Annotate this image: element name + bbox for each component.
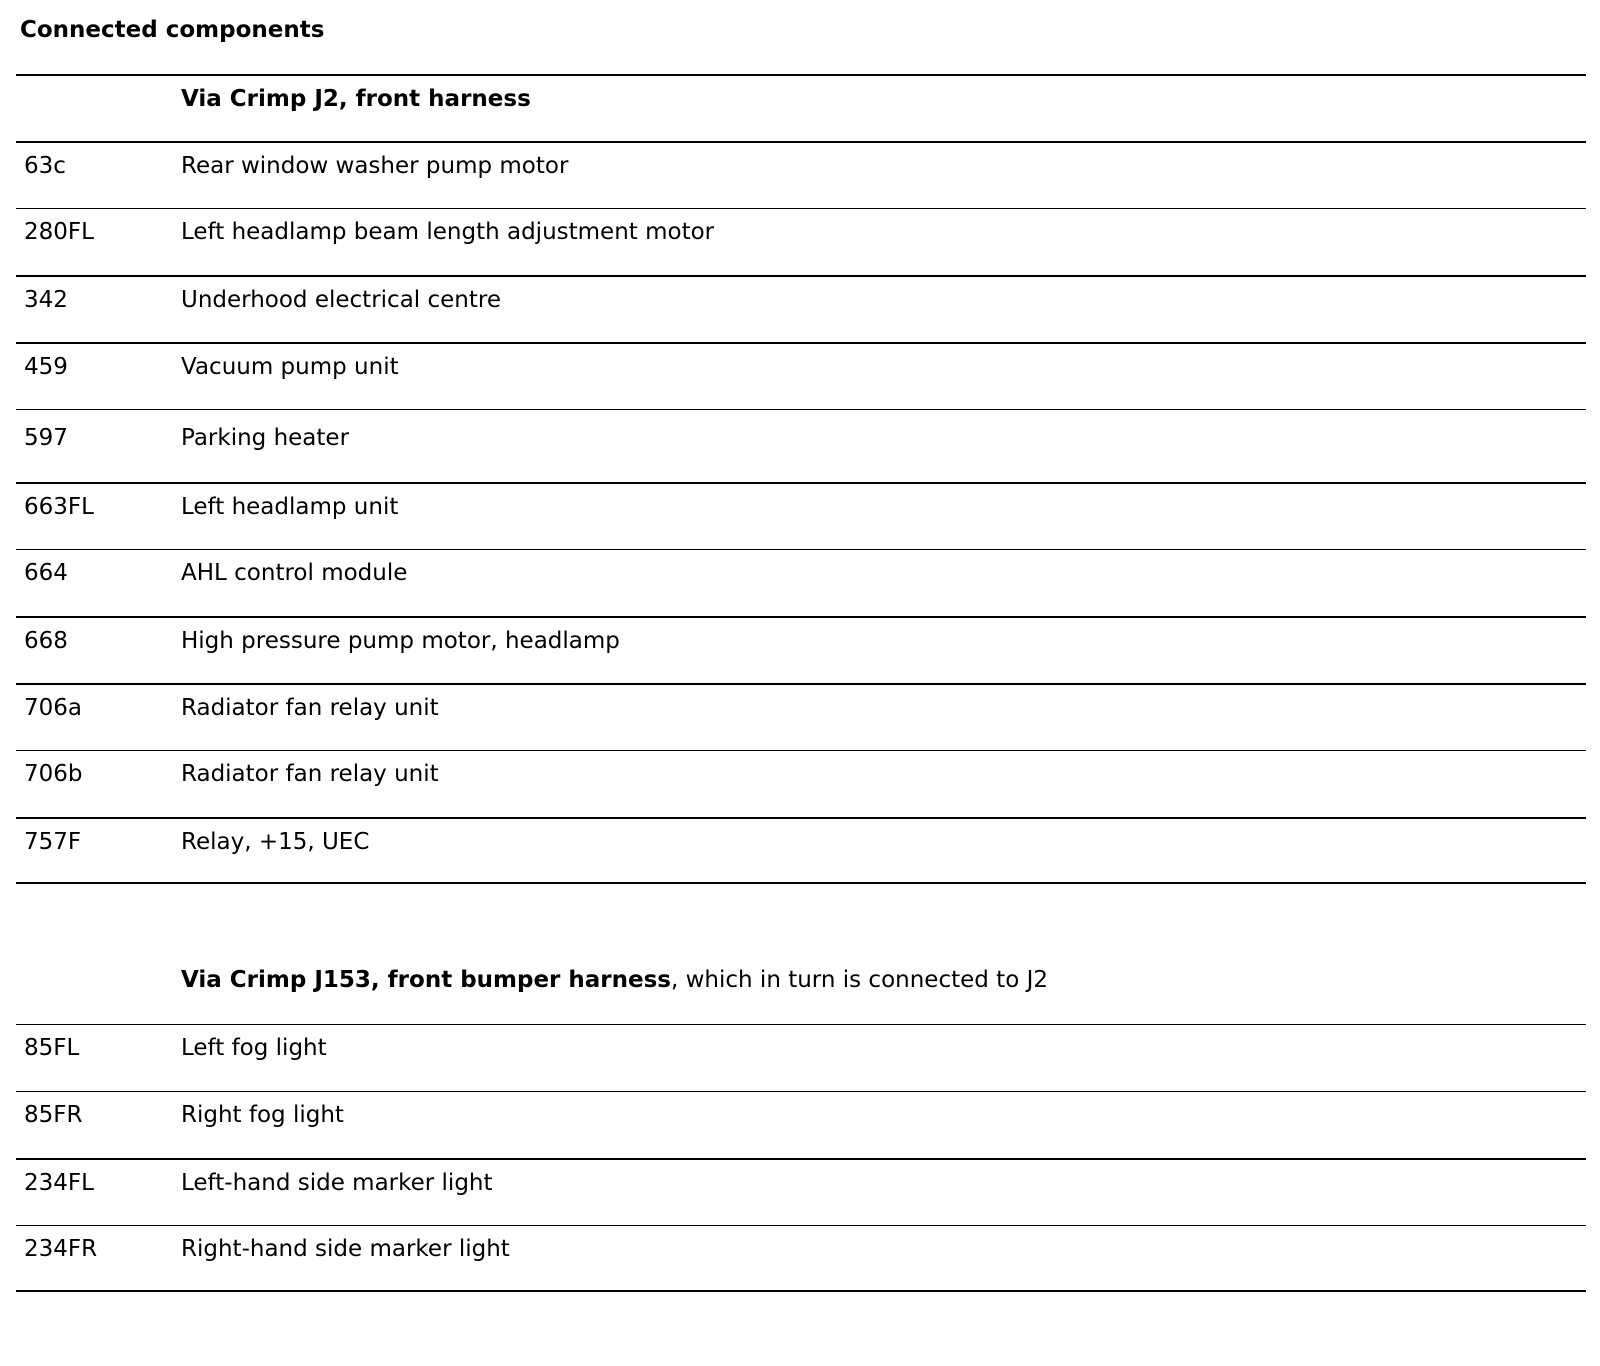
table-row bbox=[16, 482, 1586, 549]
table-row bbox=[16, 342, 1586, 409]
section-heading-rest: , which in turn is connected to J2 bbox=[671, 967, 1048, 993]
table-row bbox=[16, 817, 1586, 884]
table-row bbox=[16, 1158, 1586, 1225]
component-code: 664 bbox=[24, 560, 68, 586]
component-description: High pressure pump motor, headlamp bbox=[181, 628, 620, 654]
section-heading bbox=[181, 965, 1048, 995]
table-row bbox=[16, 750, 1586, 817]
component-description: AHL control module bbox=[181, 560, 408, 586]
table-row bbox=[16, 616, 1586, 683]
component-description: Right-hand side marker light bbox=[181, 1236, 510, 1262]
components-table-j2 bbox=[16, 74, 1586, 884]
component-description: Left headlamp unit bbox=[181, 494, 399, 520]
table-row bbox=[16, 1225, 1586, 1292]
component-description: Left fog light bbox=[181, 1035, 327, 1061]
table-row bbox=[16, 208, 1586, 275]
component-description: Radiator fan relay unit bbox=[181, 761, 439, 787]
component-description: Underhood electrical centre bbox=[181, 287, 501, 313]
component-code: 63c bbox=[24, 153, 66, 179]
component-code: 234FL bbox=[24, 1170, 94, 1196]
component-code: 706b bbox=[24, 761, 83, 787]
component-code: 597 bbox=[24, 425, 68, 451]
table-row bbox=[16, 141, 1586, 208]
component-description: Radiator fan relay unit bbox=[181, 695, 439, 721]
component-code: 459 bbox=[24, 354, 68, 380]
section-heading-row bbox=[16, 74, 1586, 141]
table-row bbox=[16, 1024, 1586, 1091]
component-code: 663FL bbox=[24, 494, 94, 520]
page-title: Connected components bbox=[20, 17, 325, 43]
table-row bbox=[16, 409, 1586, 482]
section-heading-row bbox=[16, 967, 1586, 1024]
component-code: 280FL bbox=[24, 219, 94, 245]
component-description: Relay, +15, UEC bbox=[181, 829, 370, 855]
component-code: 85FR bbox=[24, 1102, 83, 1128]
component-description: Vacuum pump unit bbox=[181, 354, 399, 380]
table-row bbox=[16, 1091, 1586, 1158]
component-code: 234FR bbox=[24, 1236, 98, 1262]
component-description: Parking heater bbox=[181, 425, 350, 451]
component-description: Rear window washer pump motor bbox=[181, 153, 569, 179]
section-heading: Via Crimp J2, front harness bbox=[181, 86, 531, 112]
component-code: 85FL bbox=[24, 1035, 80, 1061]
table-row bbox=[16, 683, 1586, 750]
component-code: 668 bbox=[24, 628, 68, 654]
table-row bbox=[16, 549, 1586, 616]
component-code: 757F bbox=[24, 829, 82, 855]
components-table-j153 bbox=[16, 967, 1586, 1292]
component-code: 342 bbox=[24, 287, 68, 313]
component-description: Left headlamp beam length adjustment motor bbox=[181, 219, 715, 245]
component-description: Right fog light bbox=[181, 1102, 344, 1128]
section-heading-bold: Via Crimp J153, front bumper harness bbox=[181, 967, 671, 993]
table-row bbox=[16, 275, 1586, 342]
component-description: Left-hand side marker light bbox=[181, 1170, 493, 1196]
component-code: 706a bbox=[24, 695, 82, 721]
